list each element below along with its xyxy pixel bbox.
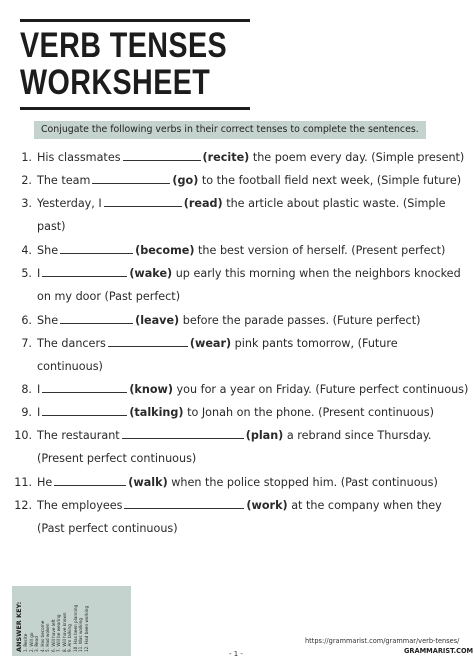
instruction-banner: Conjugate the following verbs in their correct tenses to complete the sentences. bbox=[34, 121, 426, 139]
verb-hint: (wake) bbox=[129, 267, 173, 280]
question-text-after: up early this morning when the neighbors knocked bbox=[175, 267, 461, 280]
answer-key-item: 11. Was walking bbox=[78, 618, 83, 652]
question-continuation: (Past perfect continuous) bbox=[37, 522, 178, 535]
question-text bbox=[37, 494, 442, 517]
question-text-before: The team bbox=[37, 174, 91, 187]
answer-key-item: 6. Will have left bbox=[50, 619, 56, 652]
title-bottom-rule bbox=[20, 107, 250, 110]
question-text-after: before the parade passes. (Future perfect) bbox=[182, 314, 421, 327]
page-title bbox=[20, 27, 227, 101]
question-text-after: the article about plastic waste. (Simple bbox=[226, 197, 446, 210]
question-text-before: The employees bbox=[37, 499, 123, 512]
verb-hint: (talking) bbox=[129, 406, 184, 419]
question-text-before: I bbox=[37, 267, 41, 280]
question-text-after: the poem every day. (Simple present) bbox=[252, 151, 465, 164]
verb-hint: (read) bbox=[183, 197, 223, 210]
footer-brand: GRAMMARIST.COM bbox=[404, 647, 474, 655]
question-number: 3. bbox=[21, 197, 32, 210]
verb-hint: (wear) bbox=[189, 337, 232, 350]
question-text bbox=[37, 192, 445, 215]
question-continuation: (Present perfect continuous) bbox=[37, 452, 197, 465]
question-text bbox=[37, 378, 468, 401]
answer-key-item: 3. Read bbox=[34, 636, 39, 652]
question-number: 10. bbox=[14, 429, 32, 442]
question-text bbox=[37, 239, 445, 262]
answer-key-item: 10. Has been planning bbox=[72, 604, 78, 652]
answer-key-item: 1. Recite bbox=[23, 633, 28, 652]
question-text-after: a rebrand since Thursday. bbox=[286, 429, 432, 442]
question-number: 7. bbox=[21, 337, 32, 350]
answer-blank[interactable] bbox=[60, 243, 133, 254]
question-number: 5. bbox=[21, 267, 32, 280]
question-text-before: The restaurant bbox=[37, 429, 120, 442]
question-text-after: you for a year on Friday. (Future perfect continuous) bbox=[176, 383, 469, 396]
verb-hint: (plan) bbox=[245, 429, 284, 442]
answer-key-item: 7. Will be wearing bbox=[56, 614, 61, 652]
question-text bbox=[37, 146, 464, 169]
answer-key-title: ANSWER KEY: bbox=[15, 601, 23, 652]
answer-blank[interactable] bbox=[124, 498, 244, 509]
answer-blank[interactable] bbox=[108, 336, 188, 347]
answer-key-item: 8. Will have known bbox=[61, 612, 67, 652]
answer-key-box bbox=[12, 586, 131, 656]
answer-key-item: 5. Had woken bbox=[45, 623, 50, 652]
verb-hint: (know) bbox=[129, 383, 173, 396]
answer-blank[interactable] bbox=[92, 173, 170, 184]
answer-blank[interactable] bbox=[122, 428, 244, 439]
footer-url[interactable]: https://grammarist.com/grammar/verb-tenses/ bbox=[305, 637, 460, 645]
question-number: 11. bbox=[14, 476, 32, 489]
answer-blank[interactable] bbox=[42, 405, 127, 416]
question-text bbox=[37, 262, 461, 285]
verb-hint: (work) bbox=[246, 499, 288, 512]
question-text-before: I bbox=[37, 383, 41, 396]
question-continuation: on my door (Past perfect) bbox=[37, 290, 181, 303]
question-text-before: He bbox=[37, 476, 53, 489]
question-text-after: pink pants tomorrow, (Future bbox=[234, 337, 398, 350]
question-text bbox=[37, 309, 420, 332]
question-text-before: I bbox=[37, 406, 41, 419]
verb-hint: (become) bbox=[135, 244, 195, 257]
question-number: 1. bbox=[21, 151, 32, 164]
question-text bbox=[37, 424, 431, 447]
verb-hint: (go) bbox=[172, 174, 199, 187]
verb-hint: (recite) bbox=[202, 151, 250, 164]
answer-blank[interactable] bbox=[104, 196, 182, 207]
question-text-after: to the football field next week, (Simple future) bbox=[201, 174, 462, 187]
question-text bbox=[37, 471, 438, 494]
question-text bbox=[37, 401, 434, 424]
question-text-after: at the company when they bbox=[291, 499, 442, 512]
question-number: 2. bbox=[21, 174, 32, 187]
title-line-2: WORKSHEET bbox=[20, 63, 211, 102]
question-text-after: when the police stopped him. (Past continuous) bbox=[171, 476, 438, 489]
question-number: 8. bbox=[21, 383, 32, 396]
answer-key-item: 12. Had been working bbox=[83, 605, 89, 652]
question-number: 6. bbox=[21, 314, 32, 327]
question-number: 4. bbox=[21, 244, 32, 257]
question-continuation: continuous) bbox=[37, 360, 103, 373]
question-text-after: to Jonah on the phone. (Present continuous) bbox=[187, 406, 434, 419]
question-text-after: the best version of herself. (Present perfect) bbox=[198, 244, 446, 257]
answer-key-item: 9. Am talking bbox=[67, 624, 72, 652]
question-text bbox=[37, 332, 398, 355]
question-text-before: The dancers bbox=[37, 337, 106, 350]
answer-blank[interactable] bbox=[42, 266, 127, 277]
verb-hint: (leave) bbox=[135, 314, 180, 327]
question-number: 12. bbox=[14, 499, 32, 512]
answer-blank[interactable] bbox=[42, 382, 127, 393]
title-line-1: VERB TENSES bbox=[20, 26, 228, 65]
question-continuation: past) bbox=[37, 220, 66, 233]
answer-key-item: 4. Has become bbox=[39, 620, 45, 652]
question-number: 9. bbox=[21, 406, 32, 419]
verb-hint: (walk) bbox=[128, 476, 168, 489]
answer-blank[interactable] bbox=[123, 150, 201, 161]
question-text-before: She bbox=[37, 244, 59, 257]
answer-blank[interactable] bbox=[54, 475, 126, 486]
question-text-before: His classmates bbox=[37, 151, 121, 164]
answer-key-item: 2. Will go bbox=[28, 632, 34, 652]
question-text-before: Yesterday, I bbox=[37, 197, 102, 210]
answer-blank[interactable] bbox=[60, 313, 133, 324]
page-number: - 1 - bbox=[229, 650, 243, 658]
question-text bbox=[37, 169, 461, 192]
question-text-before: She bbox=[37, 314, 59, 327]
title-top-rule bbox=[20, 19, 250, 22]
